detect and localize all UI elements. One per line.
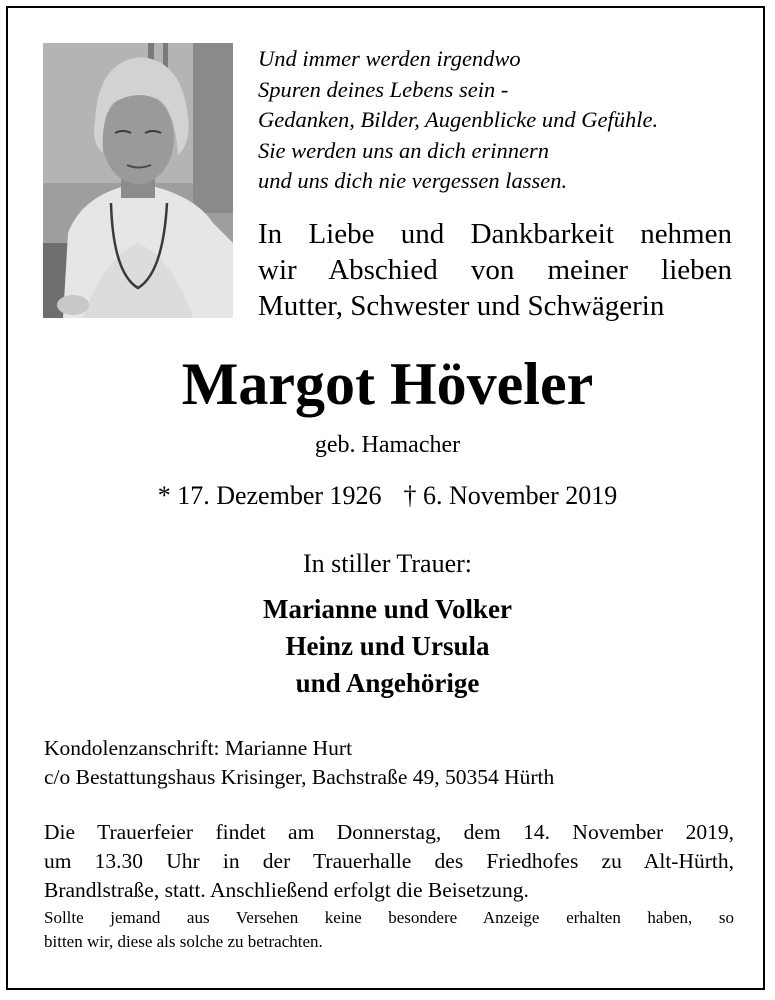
- mourning-heading: In stiller Trauer:: [303, 549, 472, 578]
- note-line: bitten wir, diese als solche zu betrachten.: [44, 932, 323, 951]
- poem-line: Und immer werden irgendwo: [258, 46, 521, 71]
- intro-line: wir Abschied von meiner lieben: [258, 254, 732, 286]
- note-line: Sollte jemand aus Versehen keine besondere Anzeige erhalten haben, so: [44, 908, 734, 927]
- maiden-name: geb. Hamacher: [314, 432, 461, 458]
- poem-line: und uns dich nie vergessen lassen.: [258, 168, 568, 193]
- ceremony-line: Brandlstraße, statt. Anschließend erfolgt die Beisetzung.: [44, 878, 529, 902]
- ceremony-line: um 13.30 Uhr in der Trauerhalle des Friedhofes zu Alt-Hürth,: [44, 849, 734, 873]
- death-date: † 6. November 2019: [403, 481, 618, 510]
- condolence-line: c/o Bestattungshaus Krisinger, Bachstraße 49, 50354 Hürth: [44, 765, 555, 789]
- condolence-address: [44, 734, 744, 792]
- obituary-frame: [6, 6, 765, 990]
- ceremony-info: [44, 818, 734, 905]
- deceased-name: Margot Höveler: [181, 351, 594, 417]
- notice-note: [44, 906, 734, 954]
- portrait-image: [43, 43, 233, 318]
- poem: [258, 44, 748, 197]
- poem-line: Spuren deines Lebens sein -: [258, 76, 509, 102]
- birth-date: * 17. Dezember 1926: [157, 481, 382, 510]
- mourner-name: Heinz und Ursula: [285, 631, 490, 661]
- portrait-photo: [43, 43, 233, 318]
- intro-line: Mutter, Schwester und Schwägerin: [258, 290, 665, 322]
- mourner-name: Marianne und Volker: [262, 594, 513, 624]
- farewell-intro: [258, 216, 732, 324]
- poem-line: Gedanken, Bilder, Augenblicke und Gefühle.: [258, 107, 659, 132]
- intro-line: In Liebe und Dankbarkeit nehmen: [258, 218, 732, 250]
- mourner-name: und Angehörige: [295, 668, 480, 698]
- condolence-line: Kondolenzanschrift: Marianne Hurt: [44, 736, 353, 760]
- ceremony-line: Die Trauerfeier findet am Donnerstag, dem 14. November 2019,: [44, 820, 734, 844]
- mourners-list: [8, 591, 767, 702]
- life-dates: [8, 480, 767, 512]
- poem-line: Sie werden uns an dich erinnern: [258, 137, 549, 163]
